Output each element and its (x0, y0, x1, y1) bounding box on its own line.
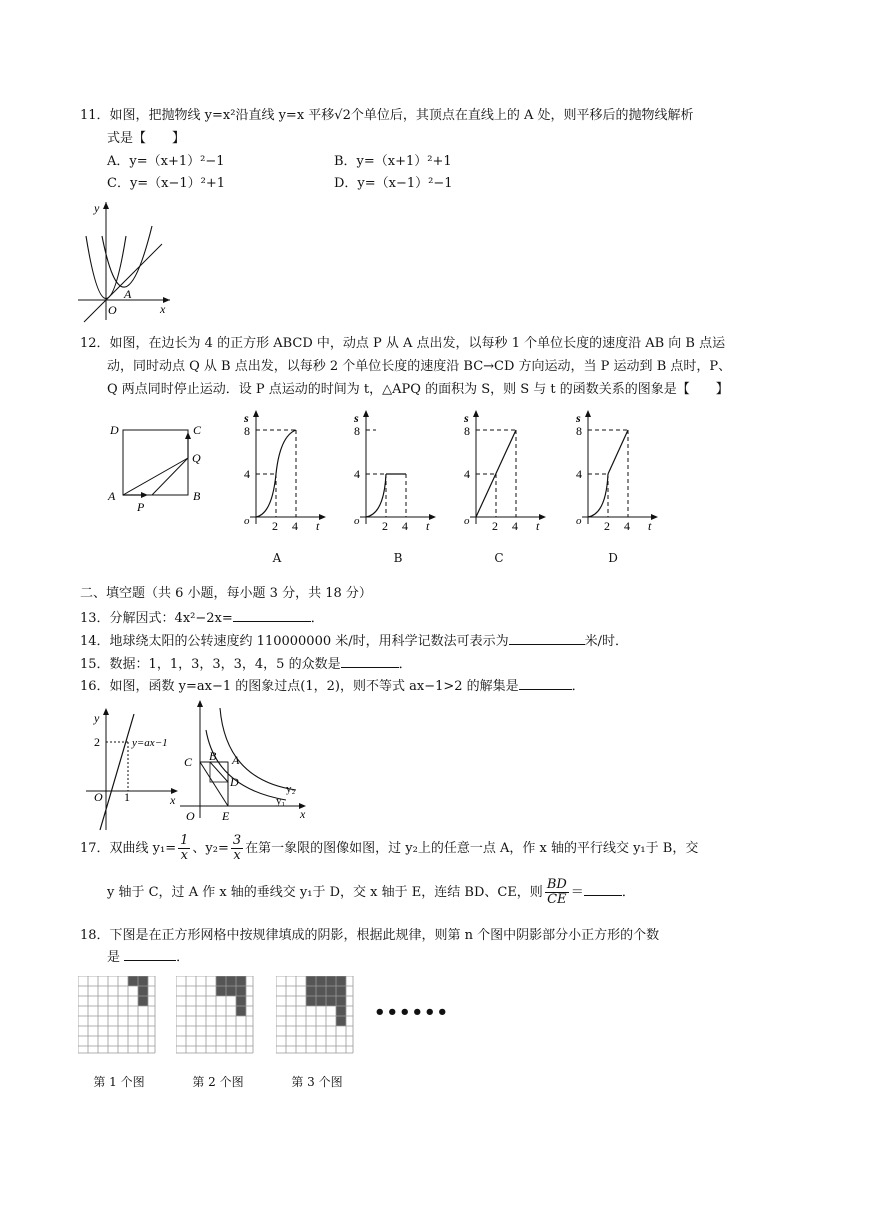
q17-frac2-den: x (233, 848, 241, 863)
q12-caption-a: A (272, 551, 282, 565)
q12-label-d: D (110, 423, 119, 437)
graph-a-x2: 2 (272, 519, 278, 530)
q11-option-c: C．y=（x−1）²+1 (107, 176, 226, 191)
q11-origin-label: O (108, 303, 117, 317)
q17-frac2-num: 3 (232, 833, 242, 848)
q12-graph-d (564, 406, 664, 530)
q18-grid-2 (176, 976, 256, 1056)
graph-d-t-label: t (648, 519, 652, 530)
graph-b-y8: 8 (354, 424, 360, 438)
q12-graph-b (342, 406, 442, 530)
q18-caption-1: 第 1 个图 (93, 1075, 145, 1089)
graph-b-t-label: t (426, 519, 430, 530)
q16-one-label: 1 (124, 790, 130, 804)
q11-option-d: D．y=（x−1）²−1 (334, 176, 453, 191)
graph-d-origin: o (576, 515, 582, 527)
q18-line1: 18．下图是在正方形网格中按规律填成的阴影，根据此规律，则第 n 个图中阴影部分小正方形的个数 (80, 928, 660, 943)
q12-stem-line2: 动，同时动点 Q 从 B 点出发，以每秒 2 个单位长度的速度沿 BC→CD 方向运动，当 P 运动到 B 点时，P、 (107, 359, 732, 374)
q17-frac3-den: CE (547, 892, 567, 907)
q12-stem-line1: 12．如图，在边长为 4 的正方形 ABCD 中，动点 P 从 A 点出发，以每秒 1 个单位长度的速度沿 AB 向 B 点运 (80, 336, 726, 351)
q17-y1-label: y₁ (276, 795, 286, 807)
q13-end: ． (310, 611, 324, 626)
graph-c-x2: 2 (492, 519, 498, 530)
q11-option-b: B．y=（x+1）²+1 (334, 154, 452, 169)
q12-stem-line3: Q 两点同时停止运动．设 P 点运动的时间为 t，△APQ 的面积为 S，则 S 与 t 的函数关系的图象是【 】 (107, 382, 729, 397)
q12-label-c: C (193, 423, 202, 437)
q16-fn-label: y=ax−1 (132, 737, 168, 749)
q18-grid-1 (78, 976, 158, 1056)
graph-b-origin: o (354, 515, 360, 527)
q14-text: 14．地球绕太阳的公转速度约 110000000 米/时，用科学记数法可表示为 (80, 634, 509, 649)
q13 (80, 609, 324, 629)
q11-point-a-label: A (124, 287, 132, 301)
graph-d-x4: 4 (624, 519, 630, 530)
graph-a-s-label: s (244, 411, 249, 425)
graph-d-y8: 8 (576, 424, 582, 438)
q12-caption-d: D (608, 551, 618, 565)
q15-end: ． (398, 657, 412, 672)
graph-c-origin: o (464, 515, 470, 527)
q12-label-p: P (137, 500, 145, 514)
graph-c-y4: 4 (464, 467, 470, 481)
q17-label-a: A (232, 753, 240, 767)
graph-b-x2: 2 (382, 519, 388, 530)
q16-end: ． (571, 679, 585, 694)
q18-grid-3 (276, 976, 356, 1056)
q16-y-label: y (94, 711, 100, 725)
q13-answer-blank[interactable] (233, 609, 311, 622)
graph-b-x4: 4 (402, 519, 408, 530)
q16-line-figure (80, 704, 180, 832)
q17-label-d: D (230, 775, 239, 789)
q17-frac3-num: BD (546, 877, 567, 892)
q17-frac1 (178, 834, 190, 863)
graph-c-x4: 4 (512, 519, 518, 530)
q12-label-a: A (108, 489, 116, 503)
q16-origin-label: O (94, 790, 103, 804)
q16-two-label: 2 (94, 735, 100, 749)
q17-part3: 在第一象限的图像如图，过 y₂上的任意一点 A，作 x 轴的平行线交 y₁于 B，交 (245, 841, 699, 856)
q17-hyperbola-figure (176, 696, 312, 824)
q11-y-label: y (94, 201, 100, 215)
q12-label-q: Q (192, 451, 201, 465)
q18-line2 (107, 948, 189, 968)
q12-caption-c: C (494, 551, 504, 565)
graph-d-y4: 4 (576, 467, 582, 481)
q12-graph-a (232, 406, 332, 530)
q17-frac1-den: x (180, 848, 188, 863)
q17-label-b: B (209, 749, 217, 763)
graph-b-y4: 4 (354, 467, 360, 481)
q17-line2-text: y 轴于 C，过 A 作 x 轴的垂线交 y₁于 D，交 x 轴于 E，连结 BD、CE，则 (107, 885, 543, 900)
graph-d-s-label: s (576, 411, 581, 425)
q17-label-e: E (222, 809, 230, 823)
graph-c-y8: 8 (464, 424, 470, 438)
q17-x-label: x (300, 807, 306, 821)
q17-line1 (80, 834, 698, 863)
q17-answer-blank[interactable] (584, 883, 622, 896)
q18-end: ． (176, 950, 190, 965)
q17-end: ． (621, 885, 635, 900)
q17-y2-label: y₂ (286, 783, 296, 795)
q14-answer-blank[interactable] (509, 632, 585, 645)
graph-a-y4: 4 (244, 467, 250, 481)
q17-line2 (107, 878, 635, 907)
q17-frac1-num: 1 (180, 833, 189, 848)
q18-answer-blank[interactable] (124, 948, 176, 961)
q12-caption-b: B (393, 551, 403, 565)
graph-d-x2: 2 (604, 519, 610, 530)
section-2-heading: 二、填空题（共 6 小题，每小题 3 分，共 18 分） (80, 586, 372, 601)
q15-answer-blank[interactable] (341, 655, 399, 668)
q16-x-label: x (170, 793, 176, 807)
q17-label-c: C (184, 755, 193, 769)
q18-line2-text: 是 (107, 950, 121, 965)
q12-label-b: B (193, 489, 201, 503)
graph-a-x4: 4 (292, 519, 298, 530)
q18-caption-2: 第 2 个图 (192, 1075, 244, 1089)
q16-answer-blank[interactable] (519, 677, 572, 690)
graph-a-origin: o (244, 515, 250, 527)
q11-stem-line1: 11．如图，把抛物线 y=x²沿直线 y=x 平移√2个单位后，其顶点在直线上的 A 处，则平移后的抛物线解析 (80, 108, 694, 123)
q15 (80, 655, 412, 675)
q17-part1: 17．双曲线 y₁= (80, 841, 177, 856)
q18-caption-3: 第 3 个图 (291, 1075, 343, 1089)
q12-square-figure (104, 418, 214, 518)
q17-label-o: O (186, 809, 195, 823)
q17-part2: 、y₂= (192, 841, 229, 856)
graph-c-s-label: s (464, 411, 469, 425)
q16-text: 16．如图，函数 y=ax−1 的图象过点(1，2)，则不等式 ax−1>2 的解集是 (80, 679, 519, 694)
q11-parabola-figure (74, 196, 174, 326)
q15-text: 15．数据：1，1，3，3，3，4，5 的众数是 (80, 657, 341, 672)
q11-stem-line2: 式是【 】 (107, 131, 186, 146)
graph-a-t-label: t (316, 519, 320, 530)
q17-frac2 (231, 834, 243, 863)
q17-frac3 (545, 878, 569, 907)
graph-a-y8: 8 (244, 424, 250, 438)
q14 (80, 632, 628, 652)
graph-c-t-label: t (536, 519, 540, 530)
q13-text: 13．分解因式：4x²−2x= (80, 611, 233, 626)
q11-x-label: x (160, 302, 166, 316)
q18-ellipsis: •••••• (374, 1002, 450, 1023)
q12-graph-c (452, 406, 552, 530)
q11-option-a: A．y=（x+1）²−1 (107, 154, 225, 169)
graph-b-s-label: s (354, 411, 359, 425)
q16 (80, 677, 585, 697)
q17-equals: ＝ (570, 885, 584, 900)
q14-end: 米/时． (584, 634, 629, 649)
